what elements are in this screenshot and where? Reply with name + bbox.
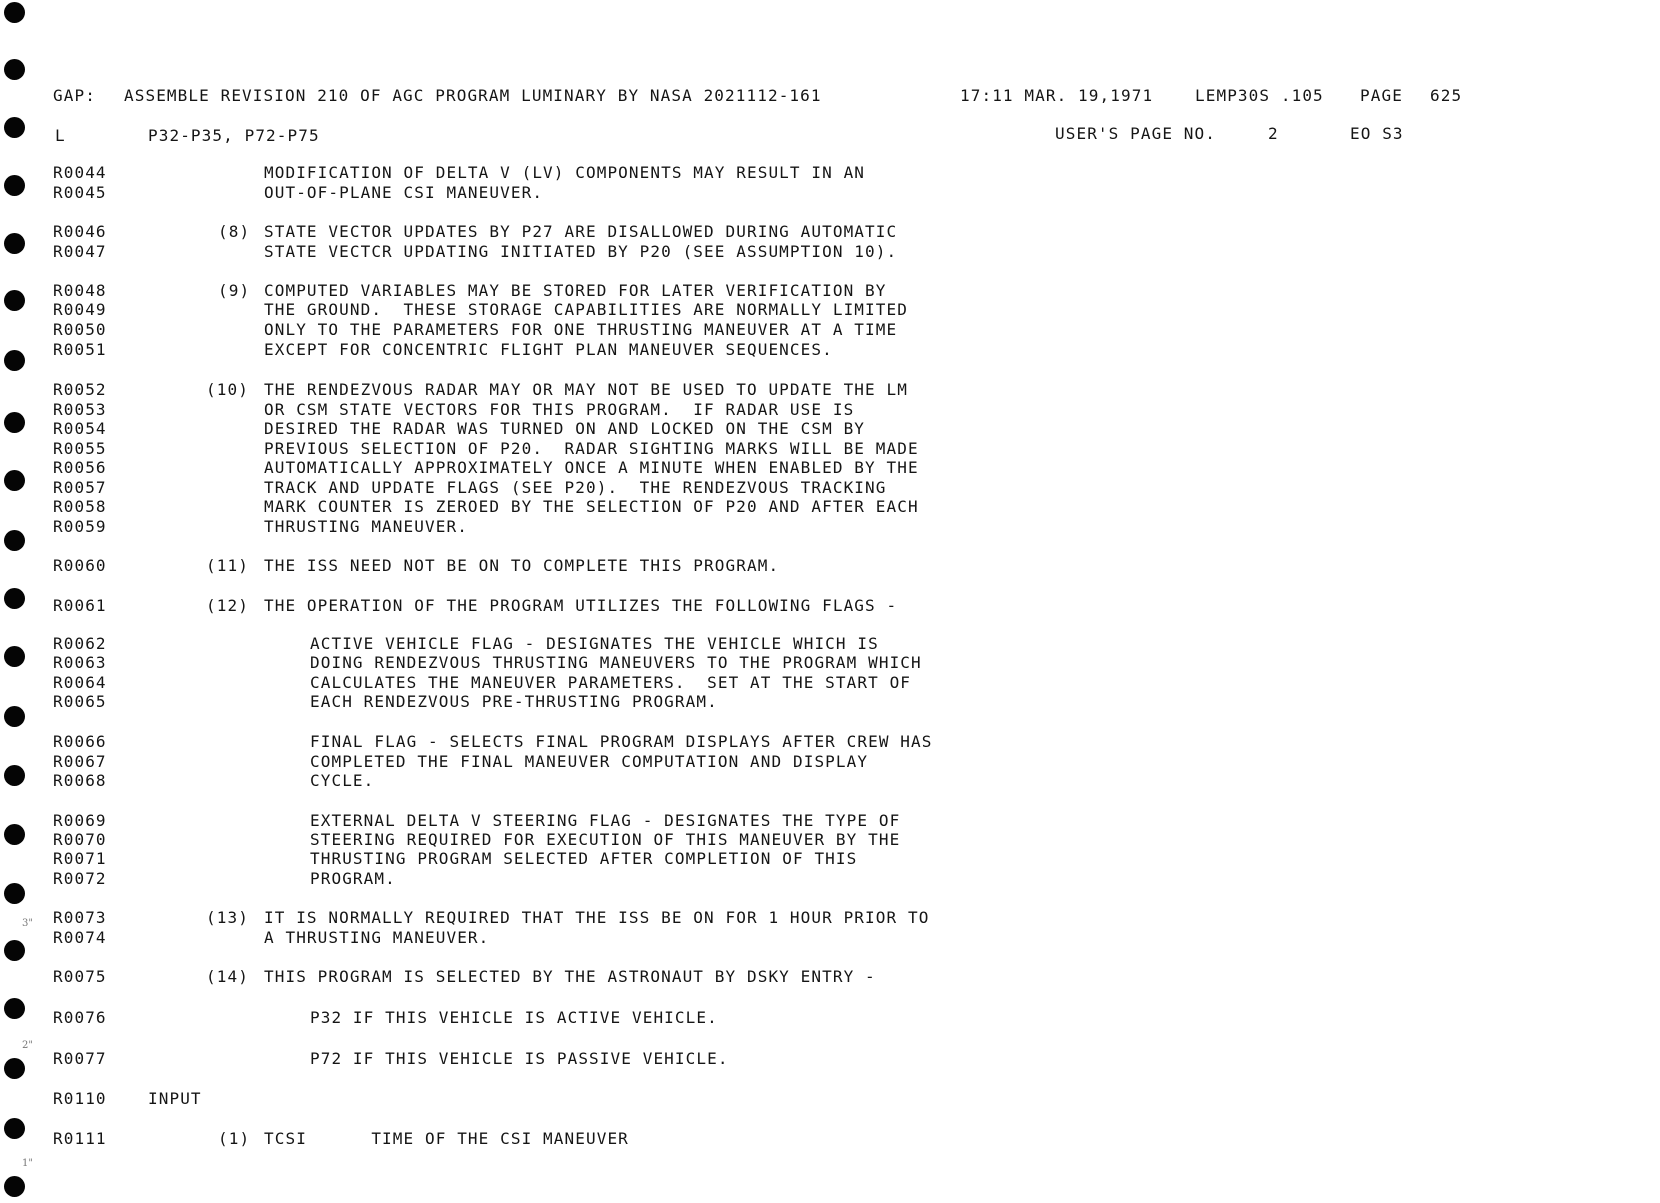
line-number: R0111	[53, 1129, 107, 1148]
line-text: A THRUSTING MANEUVER.	[264, 928, 490, 947]
item-marker: (13)	[206, 908, 249, 927]
line-number: R0075	[53, 967, 107, 986]
line-text: IT IS NORMALLY REQUIRED THAT THE ISS BE ON FOR 1 HOUR PRIOR TO	[264, 908, 930, 927]
line-number: R0050	[53, 320, 107, 339]
line-number: R0070	[53, 830, 107, 849]
line-number: R0069	[53, 811, 107, 830]
line-number: R0077	[53, 1049, 107, 1068]
line-text: EXTERNAL DELTA V STEERING FLAG - DESIGNATES THE TYPE OF	[310, 811, 901, 830]
line-text: AUTOMATICALLY APPROXIMATELY ONCE A MINUTE WHEN ENABLED BY THE	[264, 458, 919, 477]
line-number: R0057	[53, 478, 107, 497]
line-text: DOING RENDEZVOUS THRUSTING MANEUVERS TO THE PROGRAM WHICH	[310, 653, 922, 672]
item-marker: (1)	[218, 1129, 251, 1148]
margin-mark-1: 1"	[22, 1158, 33, 1169]
line-text: MODIFICATION OF DELTA V (LV) COMPONENTS MAY RESULT IN AN	[264, 163, 866, 182]
line-number: R0046	[53, 222, 107, 241]
line-number: R0054	[53, 419, 107, 438]
line-text: CALCULATES THE MANEUVER PARAMETERS. SET AT THE START OF	[310, 673, 912, 692]
line-number: R0051	[53, 340, 107, 359]
line-text: COMPUTED VARIABLES MAY BE STORED FOR LATER VERIFICATION BY	[264, 281, 887, 300]
header-l-label: L	[55, 126, 66, 145]
line-text: ACTIVE VEHICLE FLAG - DESIGNATES THE VEHICLE WHICH IS	[310, 634, 879, 653]
line-text: P32 IF THIS VEHICLE IS ACTIVE VEHICLE.	[310, 1008, 718, 1027]
line-text: STATE VECTOR UPDATES BY P27 ARE DISALLOWED DURING AUTOMATIC	[264, 222, 898, 241]
line-number: R0064	[53, 673, 107, 692]
line-text: THE OPERATION OF THE PROGRAM UTILIZES THE FOLLOWING FLAGS -	[264, 596, 898, 615]
line-text: INPUT	[148, 1089, 202, 1108]
line-number: R0052	[53, 380, 107, 399]
line-text: P72 IF THIS VEHICLE IS PASSIVE VEHICLE.	[310, 1049, 729, 1068]
line-text: EXCEPT FOR CONCENTRIC FLIGHT PLAN MANEUVER SEQUENCES.	[264, 340, 833, 359]
line-text: TRACK AND UPDATE FLAGS (SEE P20). THE RENDEZVOUS TRACKING	[264, 478, 887, 497]
header-user-page-number: 2	[1268, 124, 1279, 143]
line-text: THIS PROGRAM IS SELECTED BY THE ASTRONAUT BY DSKY ENTRY -	[264, 967, 876, 986]
line-number: R0058	[53, 497, 107, 516]
line-text: OR CSM STATE VECTORS FOR THIS PROGRAM. IF RADAR USE IS	[264, 400, 855, 419]
line-number: R0071	[53, 849, 107, 868]
line-number: R0047	[53, 242, 107, 261]
line-text: THE GROUND. THESE STORAGE CAPABILITIES ARE NORMALLY LIMITED	[264, 300, 908, 319]
item-marker: (11)	[206, 556, 249, 575]
line-text: THRUSTING PROGRAM SELECTED AFTER COMPLETION OF THIS	[310, 849, 858, 868]
line-number: R0045	[53, 183, 107, 202]
item-marker: (8)	[218, 222, 251, 241]
header-user-page-label: USER'S PAGE NO.	[1055, 124, 1216, 143]
header-page-label: PAGE	[1360, 86, 1403, 105]
line-text: ONLY TO THE PARAMETERS FOR ONE THRUSTING MANEUVER AT A TIME	[264, 320, 898, 339]
line-text: OUT-OF-PLANE CSI MANEUVER.	[264, 183, 544, 202]
header-page-number: 625	[1430, 86, 1463, 105]
line-text: STEERING REQUIRED FOR EXECUTION OF THIS MANEUVER BY THE	[310, 830, 901, 849]
header-eo: EO S3	[1350, 124, 1404, 143]
margin-mark-2: 2"	[22, 1040, 33, 1051]
header-assembly: ASSEMBLE REVISION 210 OF AGC PROGRAM LUMINARY BY NASA 2021112-161	[124, 86, 822, 105]
line-number: R0059	[53, 517, 107, 536]
line-text: THRUSTING MANEUVER.	[264, 517, 468, 536]
header-job: LEMP30S .105	[1195, 86, 1324, 105]
margin-mark-3: 3"	[22, 918, 33, 929]
header-timestamp: 17:11 MAR. 19,1971	[960, 86, 1154, 105]
line-text: PREVIOUS SELECTION OF P20. RADAR SIGHTING MARKS WILL BE MADE	[264, 439, 919, 458]
line-text: COMPLETED THE FINAL MANEUVER COMPUTATION AND DISPLAY	[310, 752, 869, 771]
line-text: DESIRED THE RADAR WAS TURNED ON AND LOCKED ON THE CSM BY	[264, 419, 866, 438]
line-number: R0110	[53, 1089, 107, 1108]
line-number: R0076	[53, 1008, 107, 1027]
line-number: R0074	[53, 928, 107, 947]
line-number: R0053	[53, 400, 107, 419]
line-number: R0072	[53, 869, 107, 888]
item-marker: (9)	[218, 281, 251, 300]
header-gap-label: GAP:	[53, 86, 96, 105]
line-number: R0065	[53, 692, 107, 711]
line-text: THE RENDEZVOUS RADAR MAY OR MAY NOT BE USED TO UPDATE THE LM	[264, 380, 908, 399]
line-text: EACH RENDEZVOUS PRE-THRUSTING PROGRAM.	[310, 692, 718, 711]
line-number: R0073	[53, 908, 107, 927]
line-number: R0068	[53, 771, 107, 790]
line-text: TCSI TIME OF THE CSI MANEUVER	[264, 1129, 629, 1148]
line-number: R0063	[53, 653, 107, 672]
line-number: R0062	[53, 634, 107, 653]
line-number: R0055	[53, 439, 107, 458]
header-program-range: P32-P35, P72-P75	[148, 126, 320, 145]
line-number: R0056	[53, 458, 107, 477]
line-text: PROGRAM.	[310, 869, 396, 888]
line-text: FINAL FLAG - SELECTS FINAL PROGRAM DISPLAYS AFTER CREW HAS	[310, 732, 933, 751]
line-text: STATE VECTCR UPDATING INITIATED BY P20 (SEE ASSUMPTION 10).	[264, 242, 898, 261]
line-text: MARK COUNTER IS ZEROED BY THE SELECTION OF P20 AND AFTER EACH	[264, 497, 919, 516]
line-number: R0060	[53, 556, 107, 575]
item-marker: (10)	[206, 380, 249, 399]
line-number: R0049	[53, 300, 107, 319]
line-text: THE ISS NEED NOT BE ON TO COMPLETE THIS PROGRAM.	[264, 556, 780, 575]
item-marker: (14)	[206, 967, 249, 986]
line-number: R0061	[53, 596, 107, 615]
line-number: R0067	[53, 752, 107, 771]
line-number: R0048	[53, 281, 107, 300]
line-number: R0066	[53, 732, 107, 751]
item-marker: (12)	[206, 596, 249, 615]
line-text: CYCLE.	[310, 771, 375, 790]
line-number: R0044	[53, 163, 107, 182]
